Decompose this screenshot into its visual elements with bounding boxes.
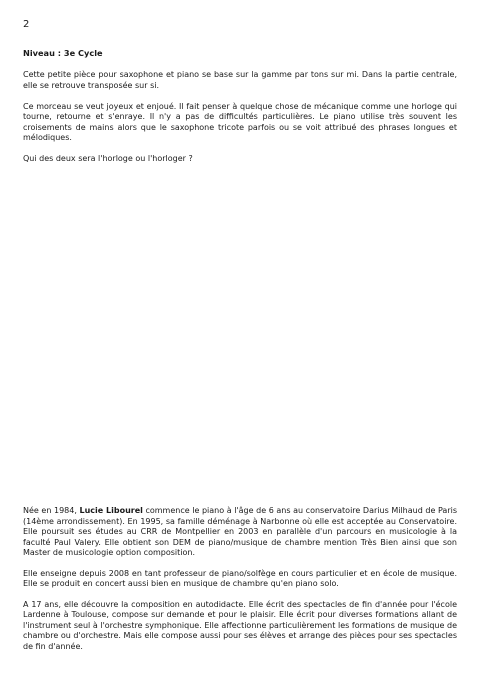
piece-description-section [23,48,457,175]
level-label: Niveau : [23,48,64,58]
bio-rest: commence le piano à l'âge de 6 ans au conservatoire Darius Milhaud de Paris (14ème arrondissement). En 1995, sa famille déménage à Narbonne où elle est acceptée au Conservatoire. Elle poursuit ses études au CRR de Montpellier en 2003 en parallèle d'un parcours en musicologie à la faculté Paul Valery. Elle obtient son DEM de piano/musique de chambre mention Très Bien ainsi que son Master de musicologie option composition. [23,506,458,557]
biography-paragraph-3: A 17 ans, elle découvre la composition en autodidacte. Elle écrit des spectacles de fin d'année pour l'école Lardenne à Toulouse, compose sur demande et pour le plaisir. Elle écrit pour diverses formations allant de l'instrument seul à l'orchestre symphonique. Elle affectionne particulièrement les formations de musique de chambre ou d'orchestre. Mais elle compose aussi pour ses élèves et arrange des pièces pour ses spectacles de fin d'année. [23,599,457,651]
level-line [23,48,457,59]
composer-name: Lucie Libourel [79,506,143,515]
page-number: 2 [23,19,30,30]
level-value: 3e Cycle [63,48,103,58]
biography-paragraph-2: Elle enseigne depuis 2008 en tant professeur de piano/solfège en cours particulier et en école de musique. Elle se produit en concert aussi bien en musique de chambre qu'en piano solo. [23,568,457,588]
bio-intro: Née en 1984, [23,506,80,515]
description-paragraph-1: Cette petite pièce pour saxophone et piano se base sur la gamme par tons sur mi. Dans la partie centrale, elle se retrouve transposée sur si. [23,70,457,90]
description-paragraph-2: Ce morceau se veut joyeux et enjoué. Il fait penser à quelque chose de mécanique comme une horloge qui tourne, retourne et s'enraye. Il n'y a pas de difficultés particulières. Le piano utilise très souvent les croisements de mains alors que le saxophone tricote parfois ou se voit attribué des phrases longues et mélodiques. [23,101,457,142]
biography-section [23,506,457,662]
description-question: Qui des deux sera l'horloge ou l'horloger ? [23,154,193,163]
biography-paragraph-1 [23,506,457,559]
